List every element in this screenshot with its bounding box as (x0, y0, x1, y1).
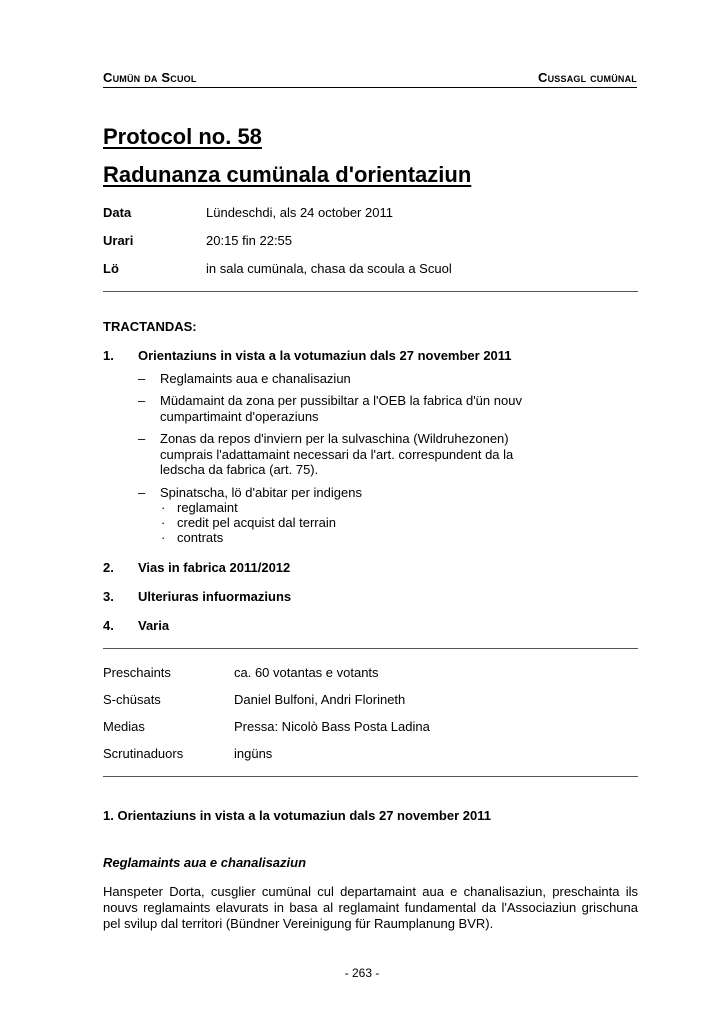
list-dash: – (138, 393, 146, 408)
info-label: S-chüsats (103, 692, 161, 707)
meta-label-time: Urari (103, 233, 134, 248)
info-label: Preschaints (103, 665, 171, 680)
meeting-title: Radunanza cumünala d'orientaziun (103, 162, 472, 187)
agenda-subitem (160, 431, 513, 478)
protocol-title: Protocol no. 58 (103, 124, 262, 149)
agenda-item-title: Varia (138, 618, 170, 633)
bullet-icon: · (161, 530, 166, 545)
subitem-line: ledscha da fabrica (art. 75). (160, 462, 319, 477)
meta-value-time: 20:15 fin 22:55 (206, 233, 293, 248)
bullet-item: credit pel acquist dal terrain (177, 515, 336, 530)
subitem-line: cumpartimaint d'operaziuns (160, 408, 319, 424)
agenda-item-title: Ulteriuras infuormaziuns (138, 589, 292, 604)
meta-label-place: Lö (103, 261, 119, 276)
bullet-item: reglamaint (177, 500, 238, 515)
list-dash: – (138, 371, 146, 386)
info-value: Pressa: Nicolò Bass Posta Ladina (234, 719, 430, 734)
list-dash: – (138, 431, 146, 446)
info-value: ca. 60 votantas e votants (234, 665, 379, 680)
info-value: Daniel Bulfoni, Andri Florineth (234, 692, 406, 707)
meta-value-place: in sala cumünala, chasa da scoula a Scuol (206, 261, 452, 276)
subitem-line: Spinatscha, lö d'abitar per indigens (160, 485, 362, 500)
agenda-item-number: 2. (103, 560, 114, 575)
bullet-icon: · (161, 515, 166, 530)
page-number: - 263 - (344, 966, 380, 980)
header-divider (103, 87, 637, 88)
agenda-subitem (160, 485, 362, 501)
agenda-item-title: Orientaziuns in vista a la votumaziun dals 27 november 2011 (138, 348, 512, 363)
agenda-subitem (160, 371, 351, 387)
divider-bottom (103, 776, 638, 777)
agenda-item-number: 3. (103, 589, 114, 604)
subitem-line: cumprais l'adattamaint necessari da l'art. correspundent da la (160, 446, 514, 462)
bullet-icon: · (161, 500, 166, 515)
section-heading: 1. Orientaziuns in vista a la votumaziun dals 27 november 2011 (103, 808, 491, 823)
info-label: Scrutinaduors (103, 746, 184, 761)
info-value: ingüns (234, 746, 273, 761)
subitem-line: Müdamaint da zona per pussibiltar a l'OEB la fabrica d'ün nouv (160, 393, 522, 408)
meta-label-date: Data (103, 205, 132, 220)
divider-top (103, 291, 638, 292)
section-subheading: Reglamaints aua e chanalisaziun (103, 855, 307, 870)
subitem-line: Reglamaints aua e chanalisaziun (160, 371, 351, 386)
subitem-line: Zonas da repos d'inviern per la sulvaschina (Wildruhezonen) (160, 431, 509, 446)
agenda-subitem (160, 393, 522, 424)
header-council: Cussagl cumünal (538, 70, 637, 85)
header-municipality: Cumün da Scuol (103, 70, 197, 85)
agenda-heading: TRACTANDAS: (103, 319, 197, 334)
divider-middle (103, 648, 638, 649)
list-dash: – (138, 485, 146, 500)
agenda-item-title: Vias in fabrica 2011/2012 (138, 560, 291, 575)
bullet-item: contrats (177, 530, 224, 545)
agenda-item-number: 1. (103, 348, 114, 363)
agenda-item-number: 4. (103, 618, 114, 633)
section-paragraph: Hanspeter Dorta, cusglier cumünal cul departamaint aua e chanalisaziun, preschainta ils nouvs reglamaints elavurats in basa al reglamaint fundamental da l'Associaziun grischuna pel svilup dal territori (Bündner Vereinigung für Raumplanung BVR). (103, 884, 638, 931)
meta-value-date: Lündeschdi, als 24 october 2011 (206, 205, 393, 220)
info-label: Medias (103, 719, 145, 734)
